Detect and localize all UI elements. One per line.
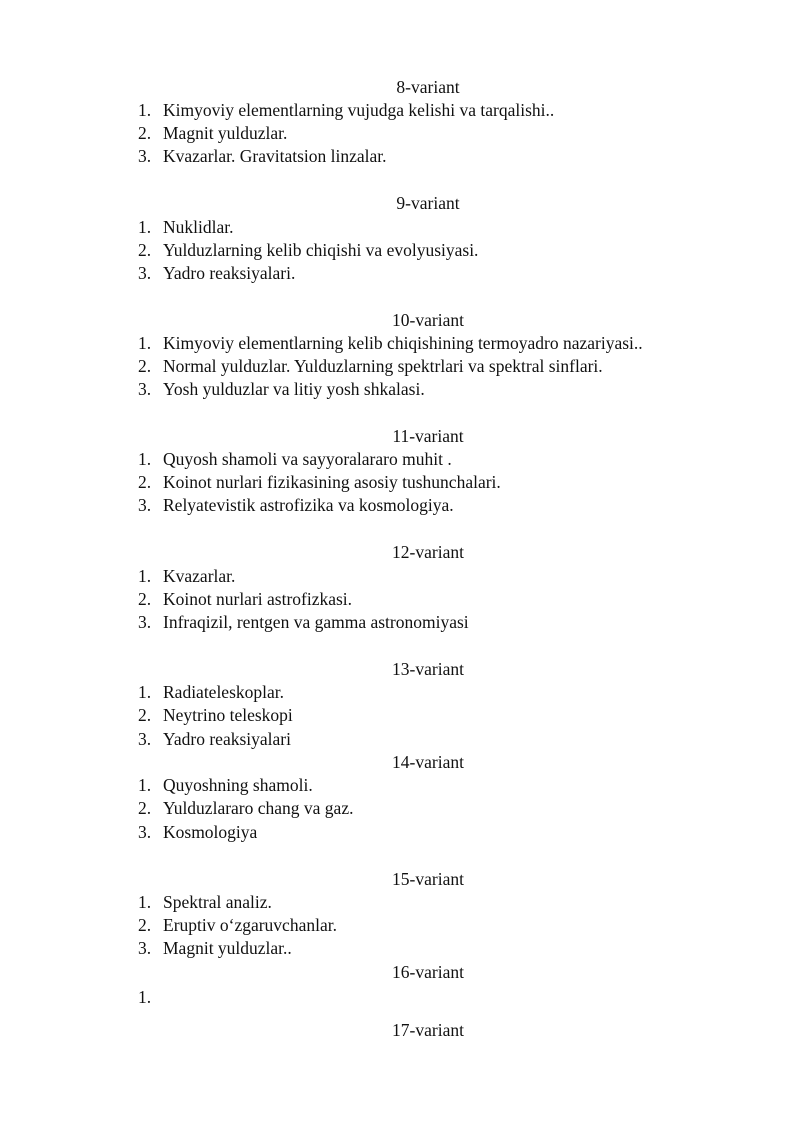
section-heading: 12-variant: [392, 542, 464, 562]
list-item: [138, 122, 287, 145]
section-heading: 15-variant: [392, 869, 464, 889]
item-text: Spektral analiz.: [163, 892, 272, 912]
item-text: Koinot nurlari fizikasining asosiy tushunchalari.: [163, 472, 501, 492]
item-number: 3.: [138, 612, 152, 632]
item-number: 1.: [138, 100, 152, 120]
list-item: [138, 728, 291, 751]
item-number: 3.: [138, 379, 152, 399]
item-number: 1.: [138, 682, 152, 702]
item-text: Eruptiv o‘zgaruvchanlar.: [163, 915, 337, 935]
item-text: Normal yulduzlar. Yulduzlarning spektrlari va spektral sinflari.: [163, 356, 603, 376]
list-item: [138, 986, 163, 1009]
item-number: 2.: [138, 798, 152, 818]
item-text: Relyatevistik astrofizika va kosmologiya.: [163, 495, 454, 515]
item-text: Kvazarlar.: [163, 566, 236, 586]
item-text: Yadro reaksiyalari: [163, 729, 291, 749]
item-text: Koinot nurlari astrofizkasi.: [163, 589, 353, 609]
list-item: [138, 239, 478, 262]
list-item: [138, 99, 554, 122]
item-number: 3.: [138, 822, 152, 842]
list-item: [138, 145, 387, 168]
item-text: Quyosh shamoli va sayyoralararo muhit .: [163, 449, 452, 469]
item-number: 2.: [138, 123, 152, 143]
list-item: [138, 494, 454, 517]
item-text: Kimyoviy elementlarning kelib chiqishining termoyadro nazariyasi..: [163, 333, 643, 353]
list-item: [138, 937, 292, 960]
item-text: Kosmologiya: [163, 822, 258, 842]
list-item: [138, 588, 352, 611]
item-text: Kimyoviy elementlarning vujudga kelishi va tarqalishi..: [163, 100, 555, 120]
list-item: [138, 891, 272, 914]
section-heading: 10-variant: [392, 310, 464, 330]
item-text: Magnit yulduzlar..: [163, 938, 292, 958]
list-item: [138, 216, 233, 239]
list-item: [138, 448, 452, 471]
item-number: 2.: [138, 589, 152, 609]
item-text: Kvazarlar. Gravitatsion linzalar.: [163, 146, 387, 166]
item-number: 1.: [138, 449, 152, 469]
item-text: Quyoshning shamoli.: [163, 775, 313, 795]
item-text: Yulduzlararo chang va gaz.: [163, 798, 354, 818]
item-text: Neytrino teleskopi: [163, 705, 293, 725]
list-item: [138, 355, 603, 378]
list-item: [138, 471, 501, 494]
item-number: 1.: [138, 892, 152, 912]
item-number: 2.: [138, 472, 152, 492]
item-number: 1.: [138, 217, 152, 237]
item-number: 1.: [138, 987, 152, 1007]
list-item: [138, 821, 257, 844]
item-number: 3.: [138, 263, 152, 283]
section-heading: 11-variant: [392, 426, 464, 446]
item-number: 1.: [138, 566, 152, 586]
list-item: [138, 262, 295, 285]
list-item: [138, 681, 284, 704]
item-text: Infraqizil, rentgen va gamma astronomiyasi: [163, 612, 469, 632]
item-text: Radiateleskoplar.: [163, 682, 285, 702]
item-text: Yadro reaksiyalari.: [163, 263, 296, 283]
list-item: [138, 797, 353, 820]
item-number: 2.: [138, 915, 152, 935]
list-item: [138, 565, 235, 588]
list-item: [138, 378, 425, 401]
list-item: [138, 704, 293, 727]
item-text: Yulduzlarning kelib chiqishi va evolyusiyasi.: [163, 240, 479, 260]
list-item: [138, 332, 643, 355]
section-heading: 9-variant: [396, 193, 460, 213]
section-heading: 17-variant: [392, 1020, 464, 1040]
item-number: 2.: [138, 356, 152, 376]
item-number: 3.: [138, 495, 152, 515]
list-item: [138, 914, 337, 937]
item-text: Yosh yulduzlar va litiy yosh shkalasi.: [163, 379, 425, 399]
list-item: [138, 611, 469, 634]
item-number: 2.: [138, 240, 152, 260]
item-number: 3.: [138, 146, 152, 166]
item-number: 1.: [138, 775, 152, 795]
item-text: Nuklidlar.: [163, 217, 234, 237]
section-heading: 8-variant: [396, 77, 460, 97]
section-heading: 13-variant: [392, 659, 464, 679]
item-number: 3.: [138, 729, 152, 749]
list-item: [138, 774, 313, 797]
item-number: 1.: [138, 333, 152, 353]
item-text: Magnit yulduzlar.: [163, 123, 288, 143]
item-number: 2.: [138, 705, 152, 725]
item-number: 3.: [138, 938, 152, 958]
section-heading: 16-variant: [392, 962, 464, 982]
section-heading: 14-variant: [392, 752, 464, 772]
